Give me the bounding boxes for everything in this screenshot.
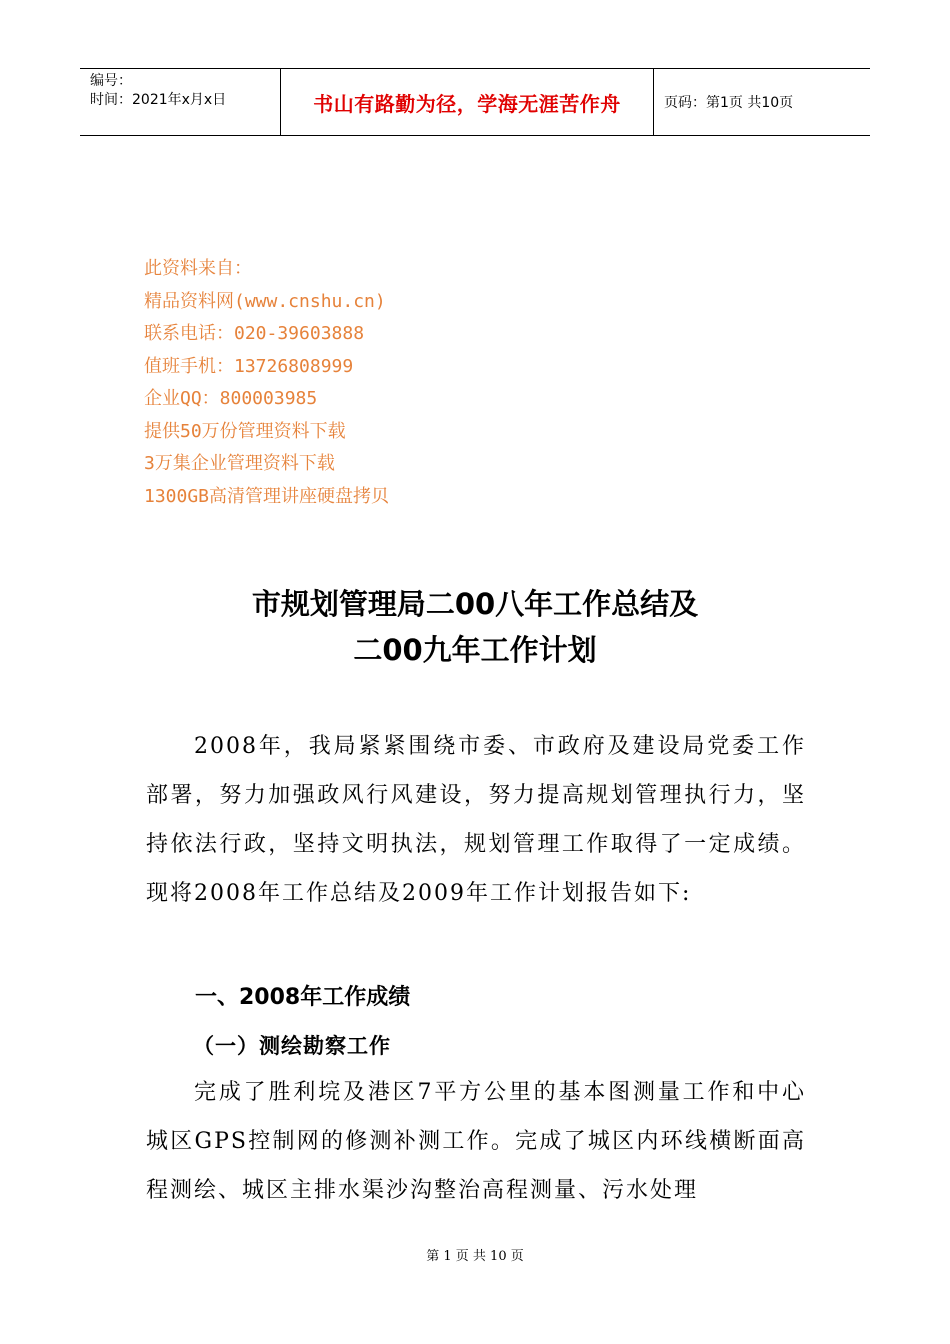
source-line: 精品资料网(www.cnshu.cn) bbox=[144, 290, 386, 312]
subsection-paragraph: 完成了胜利垸及港区7平方公里的基本图测量工作和中心城区GPS控制网的修测补测工作。完成了城区内环线横断面高程测绘、城区主排水渠沙沟整治高程测量、污水处理 bbox=[146, 1080, 806, 1203]
document-title-line1: 市规划管理局二00八年工作总结及 bbox=[251, 587, 699, 621]
motto-text: 书山有路勤为径，学海无涯苦作舟 bbox=[313, 91, 621, 116]
source-line: 3万集企业管理资料下载 bbox=[144, 453, 335, 474]
document-header bbox=[80, 68, 870, 136]
intro-paragraph: 2008年，我局紧紧围绕市委、市政府及建设局党委工作部署，努力加强政风行风建设，努力提高规划管理执行力，坚持依法行政，坚持文明执法，规划管理工作取得了一定成绩。现将2008年工作总结及2009年工作计划报告如下: bbox=[146, 734, 806, 906]
document-title-line2: 二00九年工作计划 bbox=[353, 633, 597, 667]
source-line: 值班手机：13726808999 bbox=[144, 355, 354, 377]
section-heading: 一、2008年工作成绩 bbox=[195, 985, 411, 1010]
header-page-cell bbox=[654, 69, 870, 135]
page-footer: 第 1 页 共 10 页 bbox=[426, 1249, 524, 1264]
header-meta-cell bbox=[80, 69, 281, 135]
time-label: 时间：2021年x月x日 bbox=[90, 92, 227, 108]
source-line: 企业QQ：800003985 bbox=[144, 388, 318, 409]
source-line: 1300GB高清管理讲座硬盘拷贝 bbox=[144, 485, 390, 507]
header-motto-cell bbox=[281, 69, 654, 135]
page-info: 页码：第1页 共10页 bbox=[664, 95, 794, 111]
source-info-block bbox=[144, 253, 389, 513]
source-line: 此资料来自： bbox=[144, 258, 252, 279]
source-line: 联系电话：020-39603888 bbox=[144, 323, 365, 344]
source-line: 提供50万份管理资料下载 bbox=[144, 420, 346, 442]
number-label: 编号： bbox=[90, 73, 132, 89]
subsection-heading: （一）测绘勘察工作 bbox=[193, 1034, 391, 1058]
